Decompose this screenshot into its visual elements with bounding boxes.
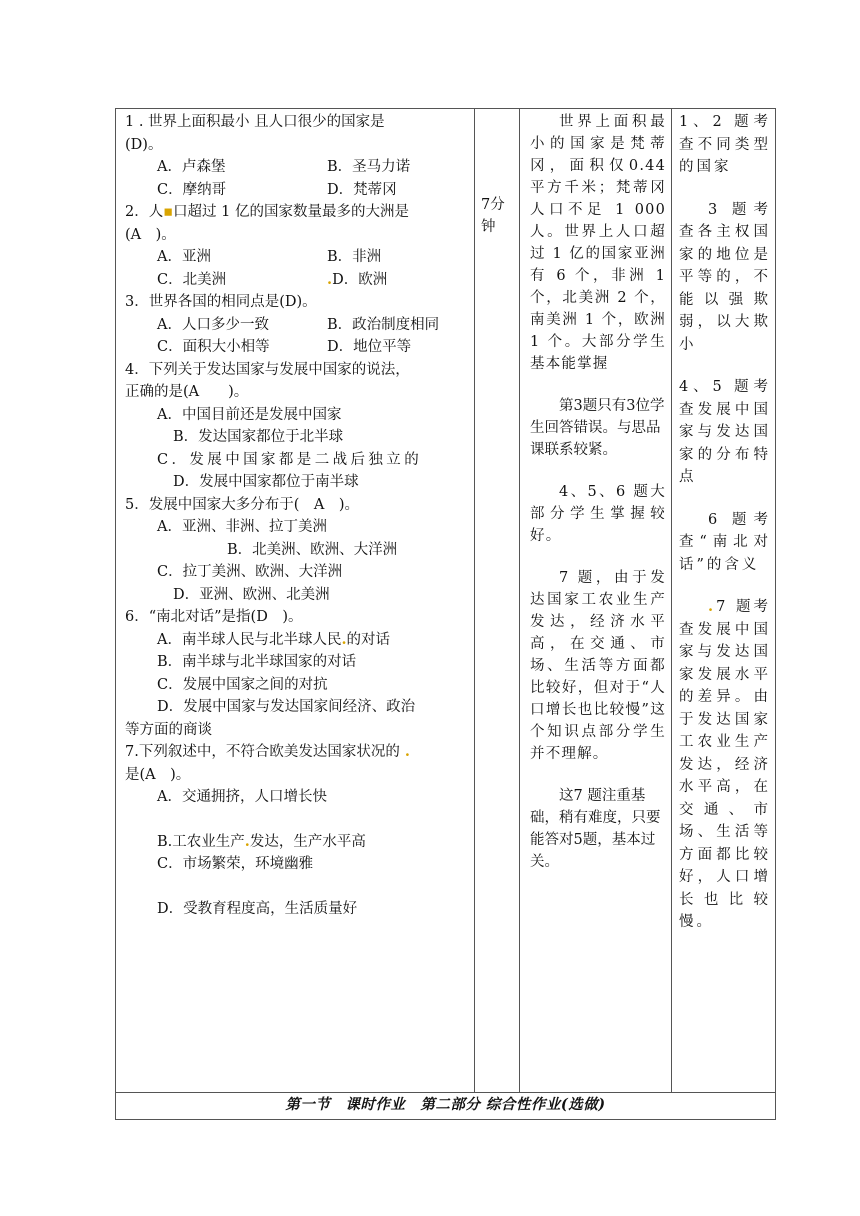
comment-paragraph: 7 题，由于发达国家工农业生产发达，经济水平高，在交通、市场、生活等方面都比较好，但对于“人口增长也比较慢”这个知识点部分学生并不理解。	[530, 570, 666, 762]
notes-cell	[672, 109, 776, 1093]
option-continued: 等方面的商谈	[125, 721, 212, 738]
question-1-stem-end: (D)。	[125, 136, 163, 153]
time-cell	[475, 109, 520, 1093]
comment-paragraph: 这7 题注重基础，稍有难度，只要能答对5题，基本过关。	[530, 788, 661, 870]
option: D．发展中国家与发达国家间经济、政治	[157, 699, 416, 715]
option: D．亚洲、欧洲、北美洲	[173, 586, 330, 603]
option: D．欧洲	[332, 271, 388, 288]
mark-dot-icon: .	[399, 743, 410, 760]
comment-paragraph: 世界上面积最小的国家是梵蒂冈，面积仅0.44 平方千米；梵蒂冈人口不足 1 000 人。世界上人口超过 1 亿的国家亚洲有 6 个，非洲 1 个，北美洲 2 个，南美洲 1 个，欧洲 1 个。大部分学生基本能掌握	[530, 114, 666, 372]
footer-row	[116, 1093, 776, 1120]
question-4-stem: 4．下列关于发达国家与发展中国家的说法，	[125, 361, 410, 378]
question-4-stem-end: 正确的是(A )。	[125, 384, 249, 400]
option: A．亚洲	[157, 249, 211, 265]
option: D．梵蒂冈	[327, 181, 397, 198]
option-part: B.工农业生产	[157, 833, 245, 850]
option: B．发达国家都位于北半球	[173, 429, 344, 445]
question-7-stem	[125, 741, 468, 764]
note-paragraph: 1、2 题考查不同类型的国家	[679, 114, 771, 175]
question-2-stem-end: (A )。	[125, 226, 176, 243]
note-text: 7 题考查发展中国家与发达国家发展水平的差异。由于发达国家工农业生产发达，经济水平高，在交通、市场、生活等方面都比较好，人口增长也比较慢。	[679, 599, 771, 930]
option: B．南半球与北半球国家的对话	[157, 654, 357, 670]
option: B．非洲	[327, 249, 382, 265]
questions-cell	[116, 109, 475, 1093]
worksheet-table	[115, 108, 776, 1120]
mark-dot-icon: ▪	[163, 203, 174, 220]
time-unit: 钟	[481, 219, 496, 235]
option-part: 的对话	[346, 631, 391, 648]
option: D．地位平等	[327, 339, 412, 355]
section-footer: 第一节 课时作业 第二部分 综合性作业(选做)	[116, 1093, 776, 1120]
option: C．北美洲	[157, 271, 227, 288]
option: A．交通拥挤，人口增长快	[157, 789, 327, 805]
option: C．市场繁荣，环境幽雅	[157, 856, 314, 872]
stem-part: 2．人	[125, 204, 164, 220]
mark-dot-icon: .	[244, 832, 250, 850]
option: A．人口多少一致	[157, 316, 269, 333]
option-part: 发达，生产水平高	[249, 833, 366, 850]
option: C．面积大小相等	[157, 339, 270, 355]
mark-dot-icon: .	[708, 598, 717, 615]
question-3-stem: 3．世界各国的相同点是(D)。	[125, 294, 317, 310]
option: C．摩纳哥	[157, 181, 227, 198]
option: C．发展中国家之间的对抗	[157, 676, 328, 693]
mark-dot-icon: .	[327, 270, 333, 288]
option: A．中国目前还是发展中国家	[157, 406, 342, 423]
comment-paragraph: 第3题只有3位学生回答错误。与思品课联系较紧。	[530, 398, 665, 458]
mark-dot-icon: .	[341, 630, 347, 648]
time-value: 7分	[481, 197, 505, 213]
worksheet	[115, 108, 771, 1120]
comment-paragraph: 4、5、6 题大部分学生掌握较好。	[530, 484, 666, 544]
option	[125, 831, 468, 854]
option: C．拉丁美洲、欧洲、大洋洲	[157, 564, 343, 580]
question-2-stem	[125, 201, 468, 224]
note-paragraph: 6 题考查“南北对话”的含义	[679, 511, 771, 573]
question-6-stem: 6．“南北对话”是指(D )。	[125, 609, 303, 625]
question-5-stem: 5．发展中国家大多分布于( A )。	[125, 496, 360, 513]
option: A．卢森堡	[157, 159, 226, 175]
stem-part: 7.下列叙述中，不符合欧美发达国家状况的	[125, 744, 400, 760]
comments-cell	[520, 109, 672, 1093]
option: D．受教育程度高，生活质量好	[157, 900, 358, 917]
option: B．圣马力诺	[327, 159, 411, 175]
option	[125, 629, 468, 652]
option: C．发展中国家都是二战后独立的	[157, 451, 423, 468]
note-paragraph: 4、5 题考查发展中国家与发达国家的分布特点	[679, 379, 771, 485]
note-paragraph: 3 题考查各主权国家的地位是平等的，不能以强欺弱，以大欺小	[679, 201, 771, 353]
stem-part: 口超过 1 亿的国家数量最多的大洲是	[173, 204, 410, 220]
content-row	[116, 109, 776, 1093]
option: D．发展中国家都位于南半球	[173, 474, 359, 490]
option: A．亚洲、非洲、拉丁美洲	[157, 519, 327, 535]
option: B．政治制度相同	[327, 316, 440, 333]
question-7-stem-end: 是(A )。	[125, 766, 191, 783]
note-paragraph	[679, 596, 771, 934]
option: B．北美洲、欧洲、大洋洲	[227, 541, 398, 558]
option-part: A．南半球人民与北半球人民	[157, 631, 342, 648]
question-1-stem: 1 . 世界上面积最小 且人口很少的国家是	[125, 114, 385, 130]
